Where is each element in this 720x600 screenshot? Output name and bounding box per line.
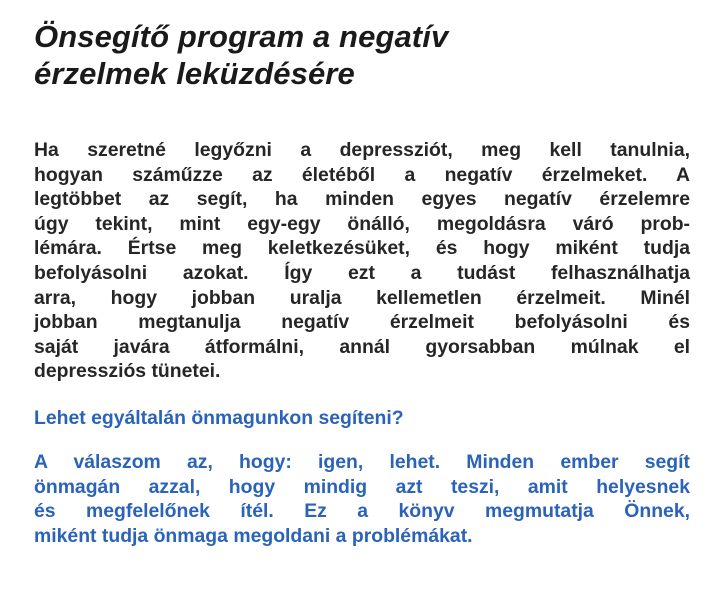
- answer-line: önmagán azzal, hogy mindig azt teszi, amit helyesnek: [34, 475, 690, 498]
- body-line: hogyan száműzze az életéből a negatív érzelmeket. A: [34, 163, 690, 186]
- answer-line: A válaszom az, hogy: igen, lehet. Minden ember segít: [34, 450, 690, 473]
- body-line: úgy tekint, mint egy-egy önálló, megoldásra váró prob-: [34, 212, 690, 235]
- answer-line: és megfelelőnek ítél. Ez a könyv megmutatja Önnek,: [34, 500, 690, 523]
- body-line: Ha szeretné legyőzni a depressziót, meg kell tanulnia,: [34, 139, 690, 161]
- body-paragraph: [34, 138, 690, 384]
- answer-paragraph: [34, 450, 690, 548]
- title-line: érzelmek leküzdésére: [34, 56, 355, 91]
- body-line: lémára. Értse meg keletkezésüket, és hogy miként tudja: [34, 237, 690, 260]
- title-line: Önsegítő program a negatív: [34, 19, 449, 54]
- body-line: jobban megtanulja negatív érzelmeit befolyásolni és: [34, 311, 690, 334]
- body-line: befolyásolni azokat. Így ezt a tudást felhasználhatja: [34, 261, 690, 284]
- answer-line: miként tudja önmaga megoldani a problémákat.: [34, 524, 473, 547]
- page-title: [34, 18, 690, 92]
- body-line: legtöbbet az segít, ha minden egyes negatív érzelemre: [34, 188, 690, 211]
- body-line: depressziós tünetei.: [34, 360, 221, 383]
- body-line: arra, hogy jobban uralja kellemetlen érzelmeit. Minél: [34, 286, 690, 309]
- body-line: saját javára átformálni, annál gyorsabban múlnak el: [34, 335, 690, 358]
- section-question: Lehet egyáltalán önmagunkon segíteni?: [34, 406, 404, 429]
